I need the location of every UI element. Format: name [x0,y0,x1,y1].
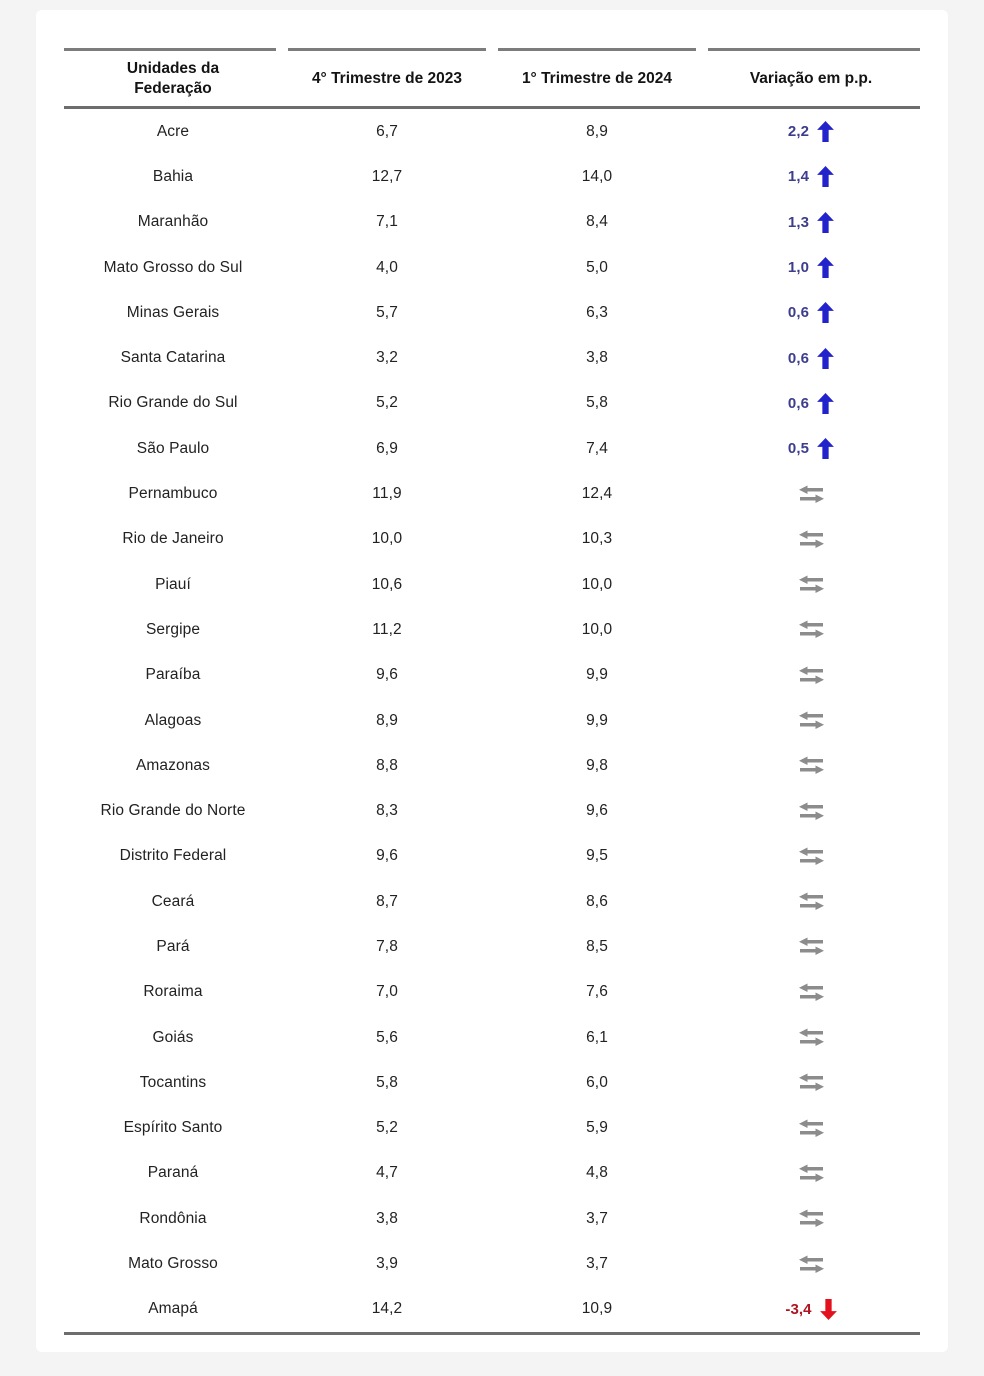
q1-2024-value: 9,5 [586,847,608,865]
variation-cell [702,1151,920,1196]
q4-2023-value: 12,7 [371,167,403,185]
table-row [64,924,920,969]
table-row [64,335,920,380]
table-row [64,381,920,426]
variation-cell [702,924,920,969]
q1-2024-value: 7,4 [586,439,608,457]
q4-2023-value: 5,2 [376,394,398,412]
variation-cell [702,653,920,698]
uf-name: Rio de Janeiro [122,530,224,548]
stable-arrows-icon [798,1164,825,1183]
table-row [64,1241,920,1286]
stable-arrows-icon [798,575,825,594]
table-row [64,1106,920,1151]
variation-cell [702,335,920,380]
uf-name: Santa Catarina [120,349,226,367]
stable-arrows-icon [798,530,825,549]
uf-name: Distrito Federal [119,847,227,865]
table-row [64,1015,920,1060]
variation-value: 0,6 [787,304,810,322]
uf-name: Espírito Santo [123,1119,223,1137]
variation-value: 0,6 [787,394,810,412]
column-header-label: Unidades da Federação [126,60,220,97]
variation-value: 2,2 [787,123,810,141]
variation-cell [702,607,920,652]
variation-cell [702,471,920,516]
stable-arrows-icon [798,1028,825,1047]
variation-cell [702,743,920,788]
variation-cell [702,426,920,471]
q1-2024-value: 12,4 [581,485,613,503]
q4-2023-value: 10,6 [371,575,403,593]
uf-name: Paraná [147,1164,199,1182]
q4-2023-value: 8,8 [376,756,398,774]
q4-2023-value: 14,2 [371,1300,403,1318]
q4-2023-value: 4,0 [376,258,398,276]
variation-cell [702,562,920,607]
stable-arrows-icon [798,666,825,685]
q4-2023-value: 5,6 [376,1028,398,1046]
column-header-label: Variação em p.p. [749,69,873,87]
up-arrow-icon [817,166,834,187]
q1-2024-value: 9,9 [586,666,608,684]
stable-arrows-icon [798,756,825,775]
up-arrow-icon [817,257,834,278]
uf-name: Rio Grande do Sul [108,394,238,412]
q1-2024-value: 5,0 [586,258,608,276]
variation-cell [702,517,920,562]
table-row [64,471,920,516]
q1-2024-value: 9,9 [586,711,608,729]
table-row [64,426,920,471]
q1-2024-value: 3,7 [586,1209,608,1227]
variation-cell [702,698,920,743]
q4-2023-value: 11,9 [372,485,402,503]
up-arrow-icon [817,302,834,323]
up-arrow-icon [817,121,834,142]
q1-2024-value: 8,4 [586,213,608,231]
table-row [64,562,920,607]
column-header-label: 1° Trimestre de 2024 [521,69,673,87]
variation-cell [702,245,920,290]
q4-2023-value: 7,1 [376,213,398,231]
variation-cell [702,290,920,335]
table-row [64,1287,920,1332]
uf-name: Rio Grande do Norte [100,802,246,820]
table-row [64,879,920,924]
stable-arrows-icon [798,711,825,730]
q4-2023-value: 4,7 [376,1164,398,1182]
variation-cell [702,109,920,154]
uf-name: Tocantins [139,1073,207,1091]
up-arrow-icon [817,212,834,233]
variation-cell [702,970,920,1015]
variation-cell [702,1106,920,1151]
up-arrow-icon [817,348,834,369]
table-body [64,109,920,1335]
column-header-label: 4° Trimestre de 2023 [311,69,463,87]
variation-cell [702,788,920,833]
stable-arrows-icon [798,892,825,911]
stable-arrows-icon [798,802,825,821]
q4-2023-value: 10,0 [371,530,403,548]
q4-2023-value: 5,2 [376,1119,398,1137]
stable-arrows-icon [798,1073,825,1092]
down-arrow-icon [820,1299,837,1320]
q1-2024-value: 6,3 [586,303,608,321]
uf-name: Alagoas [144,711,202,729]
table-row [64,970,920,1015]
q1-2024-value: 8,6 [586,892,608,910]
column-header-uf [64,51,282,106]
q4-2023-value: 7,0 [376,983,398,1001]
q1-2024-value: 3,7 [586,1255,608,1273]
uf-name: Mato Grosso do Sul [103,258,243,276]
q4-2023-value: 6,9 [376,439,398,457]
up-arrow-icon [817,438,834,459]
uf-name: Maranhão [137,213,209,231]
q4-2023-value: 8,3 [376,802,398,820]
variation-cell [702,200,920,245]
table-row [64,788,920,833]
q4-2023-value: 11,2 [372,620,402,638]
uf-name: Pará [156,937,190,955]
uf-name: Amazonas [135,756,211,774]
q1-2024-value: 5,8 [586,394,608,412]
uf-name: Ceará [151,892,195,910]
uf-name: Bahia [152,167,194,185]
table-header-row [64,51,920,109]
table-row [64,834,920,879]
q1-2024-value: 8,5 [586,937,608,955]
table-card [36,10,948,1352]
variation-cell [702,1015,920,1060]
variation-value: -3,4 [785,1300,812,1318]
table-row [64,154,920,199]
stable-arrows-icon [798,1119,825,1138]
column-header-q1-2024 [492,51,702,106]
variation-value: 0,5 [787,440,810,458]
variation-cell [702,154,920,199]
uf-variation-table [64,10,920,1335]
variation-cell [702,381,920,426]
stable-arrows-icon [798,847,825,866]
q1-2024-value: 14,0 [581,167,613,185]
uf-name: Acre [156,122,190,140]
uf-name: São Paulo [136,439,210,457]
variation-value: 1,3 [787,213,810,231]
stable-arrows-icon [798,937,825,956]
q1-2024-value: 3,8 [586,349,608,367]
uf-name: Piauí [155,575,191,593]
table-row [64,200,920,245]
uf-name: Sergipe [145,620,201,638]
variation-cell [702,1060,920,1105]
table-row [64,743,920,788]
table-row [64,1151,920,1196]
q1-2024-value: 4,8 [586,1164,608,1182]
variation-value: 0,6 [787,349,810,367]
column-header-variation [702,51,920,106]
table-row [64,109,920,154]
q4-2023-value: 3,2 [376,349,398,367]
table-row [64,290,920,335]
uf-name: Amapá [148,1300,198,1318]
q4-2023-value: 7,8 [376,937,398,955]
q4-2023-value: 6,7 [376,122,398,140]
stable-arrows-icon [798,620,825,639]
uf-name: Roraima [143,983,203,1001]
q1-2024-value: 7,6 [586,983,608,1001]
q1-2024-value: 10,0 [581,620,613,638]
q1-2024-value: 10,3 [581,530,613,548]
table-row [64,517,920,562]
variation-cell [702,1287,920,1332]
table-row [64,607,920,652]
q1-2024-value: 6,1 [586,1028,608,1046]
stable-arrows-icon [798,485,825,504]
uf-name: Mato Grosso [128,1255,218,1273]
table-row [64,1196,920,1241]
stable-arrows-icon [798,1209,825,1228]
q1-2024-value: 10,0 [581,575,613,593]
table-row [64,698,920,743]
uf-name: Goiás [152,1028,194,1046]
uf-name: Minas Gerais [126,303,220,321]
q4-2023-value: 5,8 [376,1073,398,1091]
q4-2023-value: 8,9 [376,711,398,729]
variation-value: 1,0 [787,259,810,277]
variation-cell [702,1196,920,1241]
q1-2024-value: 5,9 [586,1119,608,1137]
q4-2023-value: 3,9 [376,1255,398,1273]
table-row [64,1060,920,1105]
uf-name: Pernambuco [128,485,218,503]
q4-2023-value: 9,6 [376,847,398,865]
variation-value: 1,4 [787,168,810,186]
q1-2024-value: 9,8 [586,756,608,774]
stable-arrows-icon [798,983,825,1002]
stable-arrows-icon [798,1255,825,1274]
q4-2023-value: 3,8 [376,1209,398,1227]
uf-name: Rondônia [139,1209,207,1227]
table-row [64,245,920,290]
q1-2024-value: 6,0 [586,1073,608,1091]
variation-cell [702,1241,920,1286]
q4-2023-value: 9,6 [376,666,398,684]
variation-cell [702,879,920,924]
q1-2024-value: 10,9 [581,1300,613,1318]
table-row [64,653,920,698]
q4-2023-value: 5,7 [376,303,398,321]
column-header-q4-2023 [282,51,492,106]
q4-2023-value: 8,7 [376,892,398,910]
up-arrow-icon [817,393,834,414]
q1-2024-value: 8,9 [586,122,608,140]
variation-cell [702,834,920,879]
q1-2024-value: 9,6 [586,802,608,820]
uf-name: Paraíba [145,666,201,684]
